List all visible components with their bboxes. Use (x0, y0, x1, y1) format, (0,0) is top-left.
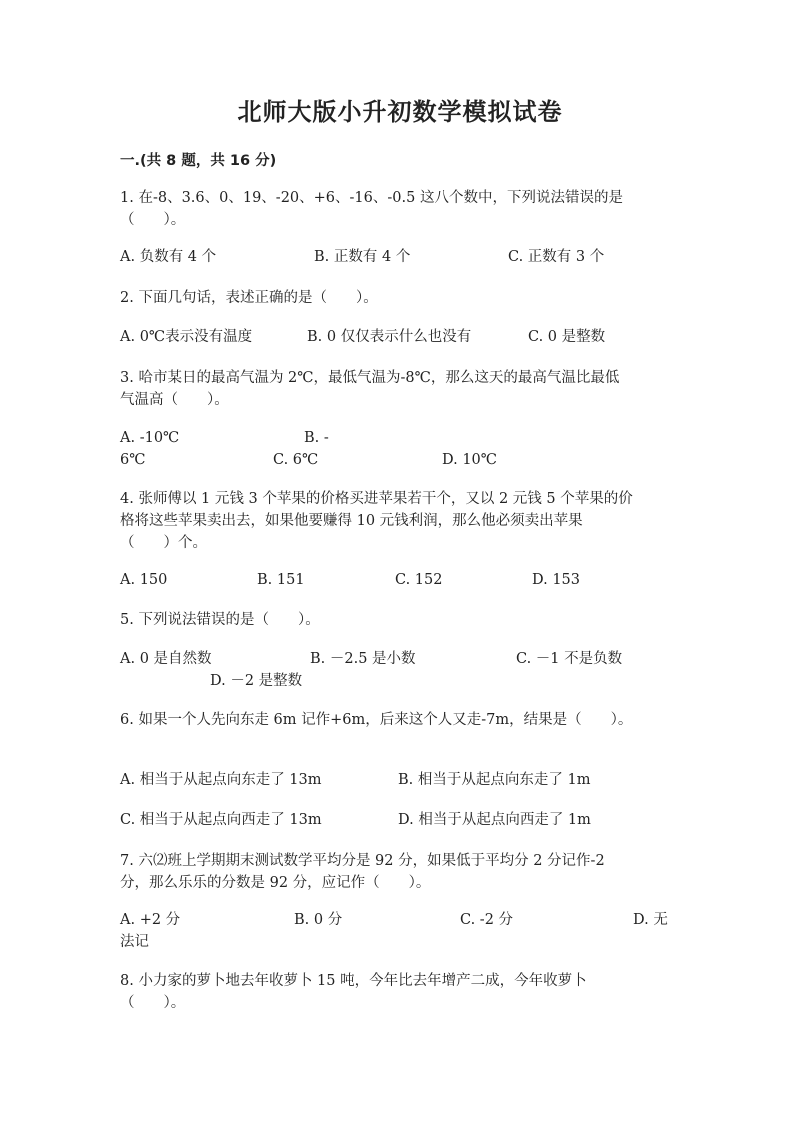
q2-option-a: A. 0℃表示没有温度 (120, 329, 253, 345)
q7-option-a: A. +2 分 (120, 912, 181, 928)
q6-stem-line-1: 6. 如果一个人先向东走 6m 记作+6m，后来这个人又走-7m，结果是（ ）。 (120, 712, 633, 728)
q3-stem-line-2: 气温高（ ）。 (120, 392, 229, 408)
q1-option-a: A. 负数有 4 个 (120, 249, 217, 265)
q6-option-b: B. 相当于从起点向东走了 1m (398, 772, 591, 788)
q3-option-d: D. 10℃ (442, 452, 497, 468)
q1-stem-line-1: 1. 在-8、3.6、0、19、-20、+6、-16、-0.5 这八个数中，下列说法错误的是 (120, 190, 623, 206)
q3-stem-line-1: 3. 哈市某日的最高气温为 2℃，最低气温为-8℃，那么这天的最高气温比最低 (120, 370, 620, 386)
q4-option-a: A. 150 (120, 572, 168, 588)
q4-option-d: D. 153 (532, 572, 581, 588)
page-title: 北师大版小升初数学模拟试卷 (237, 98, 563, 126)
q2-option-c: C. 0 是整数 (528, 329, 606, 345)
section-heading: 一.(共 8 题，共 16 分) (120, 153, 277, 169)
q6-option-c: C. 相当于从起点向西走了 13m (120, 812, 322, 828)
q5-option-c: C. －1 不是负数 (516, 651, 623, 667)
q7-stem-line-1: 7. 六⑵班上学期期末测试数学平均分是 92 分，如果低于平均分 2 分记作-2 (120, 853, 605, 869)
q6-option-d: D. 相当于从起点向西走了 1m (398, 812, 591, 828)
q4-stem-line-1: 4. 张师傅以 1 元钱 3 个苹果的价格买进苹果若干个，又以 2 元钱 5 个苹果的价 (120, 491, 633, 507)
q1-option-c: C. 正数有 3 个 (508, 249, 605, 265)
q1-option-b: B. 正数有 4 个 (314, 249, 411, 265)
q1-stem-line-2: （ ）。 (120, 212, 186, 228)
q2-option-b: B. 0 仅仅表示什么也没有 (307, 329, 472, 345)
q4-stem-line-3: （ ）个。 (120, 535, 207, 551)
q7-option-d: D. 无 (633, 912, 668, 928)
q7-stem-line-2: 分，那么乐乐的分数是 92 分，应记作（ ）。 (120, 875, 431, 891)
q4-option-b: B. 151 (257, 572, 305, 588)
q4-option-c: C. 152 (395, 572, 443, 588)
q5-option-b: B. －2.5 是小数 (310, 651, 416, 667)
q2-stem-line-1: 2. 下面几句话，表述正确的是（ ）。 (120, 290, 378, 306)
q5-option-d: D. －2 是整数 (210, 673, 303, 689)
q6-option-a: A. 相当于从起点向东走了 13m (120, 772, 322, 788)
q7-option-d-continued: 法记 (120, 934, 149, 950)
q4-stem-line-2: 格将这些苹果卖出去，如果他要赚得 10 元钱利润，那么他必须卖出苹果 (120, 513, 583, 529)
q8-stem-line-1: 8. 小力家的萝卜地去年收萝卜 15 吨，今年比去年增产二成，今年收萝卜 (120, 973, 587, 989)
q7-option-c: C. -2 分 (460, 912, 514, 928)
q3-option-c: C. 6℃ (273, 452, 319, 468)
q3-option-b-continued: 6℃ (120, 452, 146, 468)
q5-stem-line-1: 5. 下列说法错误的是（ ）。 (120, 612, 320, 628)
q5-option-a: A. 0 是自然数 (120, 651, 212, 667)
q3-option-a: A. -10℃ (120, 430, 180, 446)
q8-stem-line-2: （ ）。 (120, 995, 186, 1011)
q7-option-b: B. 0 分 (294, 912, 343, 928)
q3-option-b: B. - (304, 430, 329, 446)
